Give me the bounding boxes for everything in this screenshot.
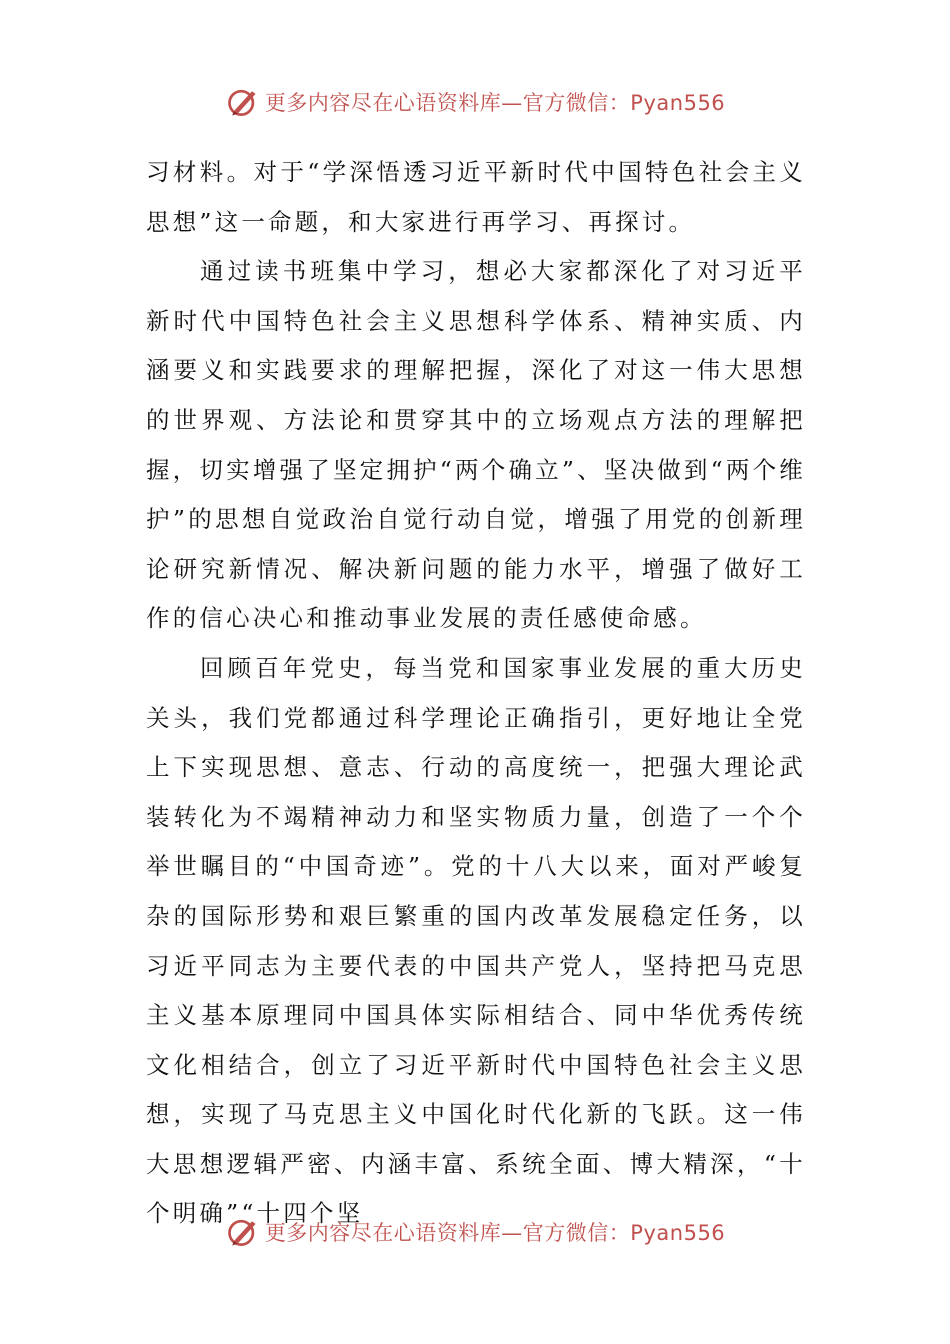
footer-watermark bbox=[0, 1210, 950, 1254]
paragraph-3: 回顾百年党史，每当党和国家事业发展的重大历史关头，我们党都通过科学理论正确指引，更好地让全党上下实现思想、意志、行动的高度统一，把强大理论武装转化为不竭精神动力和坚实物质力量，创造了一个个举世瞩目的“中国奇迹”。党的十八大以来，面对严峻复杂的国际形势和艰巨繁重的国内改革发展稳定任务，以习近平同志为主要代表的中国共产党人，坚持把马克思主义基本原理同中国具体实际相结合、同中华优秀传统文化相结合，创立了习近平新时代中国特色社会主义思想，实现了马克思主义中国化时代化新的飞跃。这一伟大思想逻辑严密、内涵丰富、系统全面、博大精深，“十个明确”“十四个坚 bbox=[146, 653, 806, 1228]
paragraph-1: 习材料。对于“学深悟透习近平新时代中国特色社会主义思想”这一命题，和大家进行再学习、再探讨。 bbox=[146, 158, 806, 236]
pen-logo-icon bbox=[225, 84, 261, 120]
paragraph-2: 通过读书班集中学习，想必大家都深化了对习近平新时代中国特色社会主义思想科学体系、精神实质、内涵要义和实践要求的理解把握，深化了对这一伟大思想的世界观、方法论和贯穿其中的立场观点方法的理解把握，切实增强了坚定拥护“两个确立”、坚决做到“两个维护”的思想自觉政治自觉行动自觉，增强了用党的创新理论研究新情况、解决新问题的能力水平，增强了做好工作的信心决心和推动事业发展的责任感使命感。 bbox=[146, 257, 806, 633]
header-watermark-text: 更多内容尽在心语资料库—官方微信：Pyan556 bbox=[264, 91, 726, 115]
header-watermark bbox=[0, 80, 950, 124]
footer-watermark-text: 更多内容尽在心语资料库—官方微信：Pyan556 bbox=[264, 1221, 726, 1245]
pen-logo-icon bbox=[225, 1214, 261, 1250]
document-body bbox=[146, 148, 806, 1239]
